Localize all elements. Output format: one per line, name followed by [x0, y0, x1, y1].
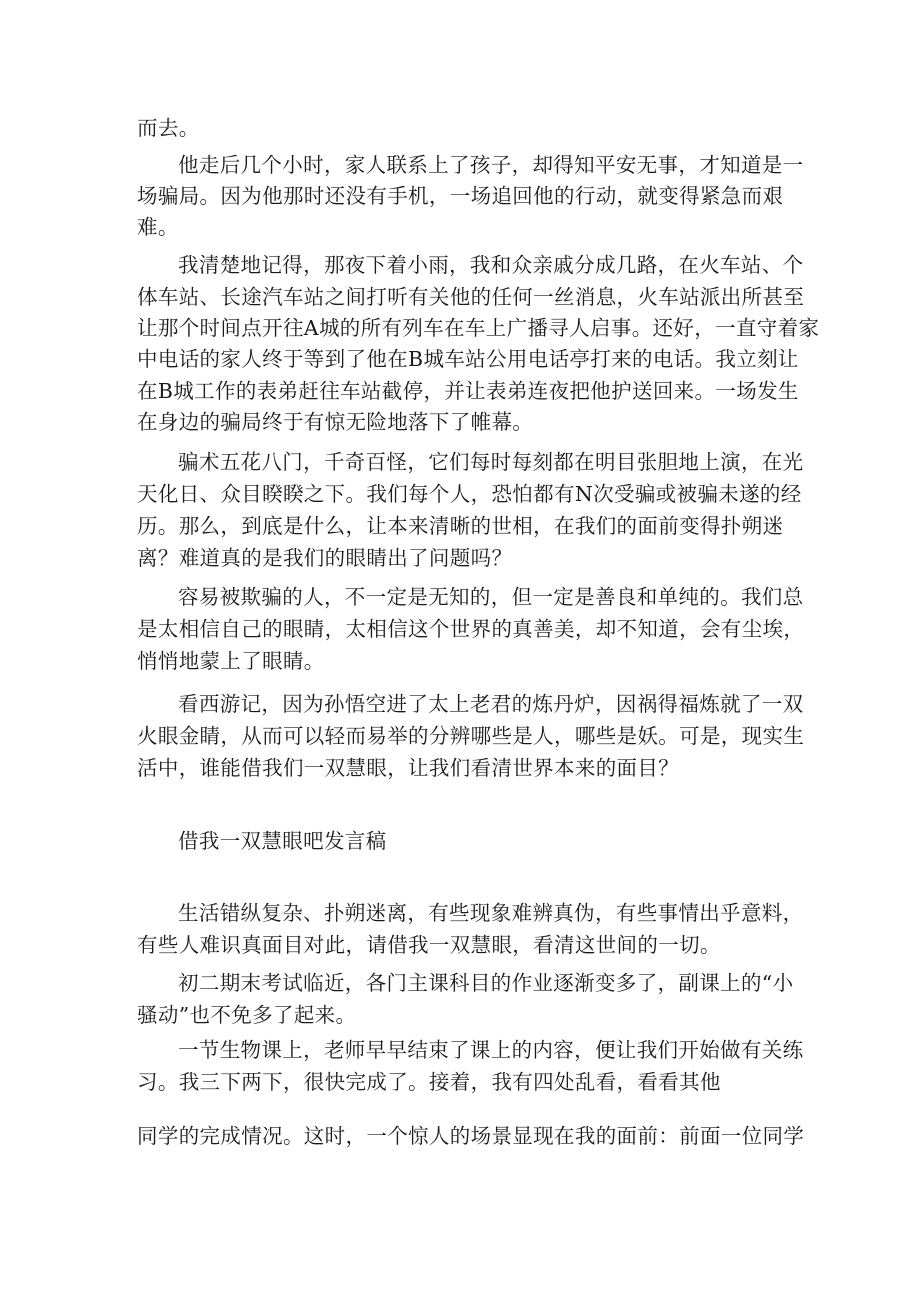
text-line: 而去。 — [137, 116, 200, 140]
text-line: 有些人难识真面目对此，请借我一双慧眼，看清这世间的一切。 — [137, 933, 721, 957]
paragraph-first-line: 他走后几个小时，家人联系上了孩子，却得知平安无事，才知道是一 — [178, 153, 804, 177]
text-line: 习。我三下两下，很快完成了。接着，我有四处乱看，看看其他 — [137, 1070, 721, 1094]
text-line: 骚动”也不免多了起来。 — [137, 1003, 357, 1027]
text-line: 难。 — [137, 215, 179, 239]
text-line: 历。那么，到底是什么，让本来清晰的世相，在我们的面前变得扑朔迷 — [137, 514, 784, 538]
text-line: 在身边的骗局终于有惊无险地落下了帷幕。 — [137, 410, 534, 434]
paragraph-first-line: 容易被欺骗的人，不一定是无知的，但一定是善良和单纯的。我们总 — [178, 585, 804, 609]
paragraph-first-line: 初二期末考试临近，各门主课科目的作业逐渐变多了，副课上的“小 — [178, 971, 794, 995]
text-line: 体车站、长途汽车站之间打听有关他的任何一丝消息，火车站派出所甚至 — [137, 285, 805, 309]
paragraph-first-line: 看西游记，因为孙悟空进了太上老君的炼丹炉，因祸得福炼就了一双 — [178, 692, 804, 716]
text-line: 场骗局。因为他那时还没有手机，一场追回他的行动，就变得紧急而艰 — [137, 184, 784, 208]
text-line: 同学的完成情况。这时，一个惊人的场景显现在我的面前：前面一位同学 — [137, 1124, 805, 1148]
text-line: 中电话的家人终于等到了他在B城车站公用电话亭打来的电话。我立刻让 — [137, 347, 799, 371]
text-line: 天化日、众目睽睽之下。我们每个人，恐怕都有N次受骗或被骗未遂的经 — [137, 482, 802, 506]
paragraph-first-line: 我清楚地记得，那夜下着小雨，我和众亲戚分成几路，在火车站、个 — [178, 253, 804, 277]
text-line: 火眼金睛，从而可以轻而易举的分辨哪些是人，哪些是妖。可是，现实生 — [137, 724, 805, 748]
text-line: 是太相信自己的眼睛，太相信这个世界的真善美，却不知道，会有尘埃， — [137, 617, 805, 641]
text-line: 活中，谁能借我们一双慧眼，让我们看清世界本来的面目？ — [137, 756, 680, 780]
section-heading: 借我一双慧眼吧发言稿 — [178, 829, 387, 853]
paragraph-first-line: 一节生物课上，老师早早结束了课上的内容，便让我们开始做有关练 — [178, 1038, 804, 1062]
text-line: 在B城工作的表弟赶往车站截停，并让表弟连夜把他护送回来。一场发生 — [137, 379, 799, 403]
text-line: 离？难道真的是我们的眼睛出了问题吗？ — [137, 546, 513, 570]
paragraph-first-line: 骗术五花八门，千奇百怪，它们每时每刻都在明目张胆地上演，在光 — [178, 450, 804, 474]
text-line: 让那个时间点开往A城的所有列车在车上广播寻人启事。还好，一直守着家 — [137, 316, 820, 340]
text-line: 悄悄地蒙上了眼睛。 — [137, 649, 325, 673]
paragraph-first-line: 生活错纵复杂、扑朔迷离，有些现象难辨真伪，有些事情出乎意料， — [178, 901, 804, 925]
